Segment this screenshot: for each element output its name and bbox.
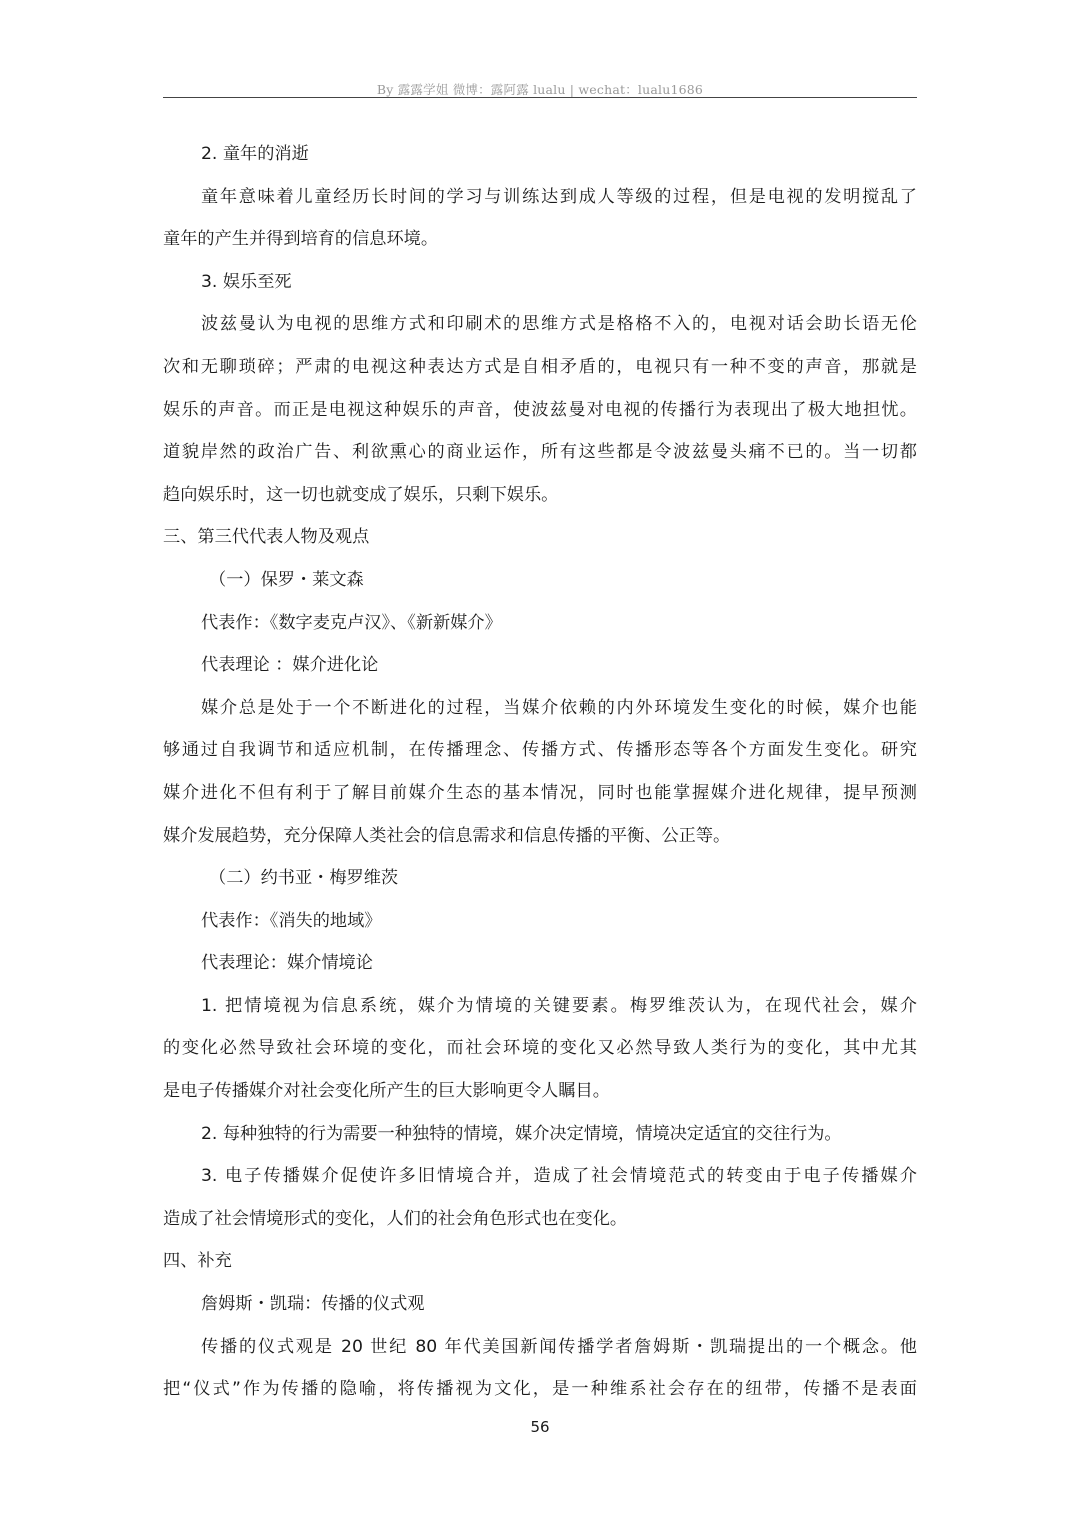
text-line: 趋向娱乐时，这一切也就变成了娱乐，只剩下娱乐。 [163,484,559,505]
text-line: 造成了社会情境形式的变化，人们的社会角色形式也在变化。 [163,1208,628,1229]
text-line: 童年的产生并得到培育的信息环境。 [163,229,439,250]
text-line: 传播的仪式观是 20 世纪 80 年代美国新闻传播学者詹姆斯・凯瑞提出的一个概念。他 [201,1336,917,1357]
text-line: 道貌岸然的政治广告、利欲熏心的商业运作，所有这些都是令波兹曼头痛不已的。当一切都 [163,442,917,463]
text-line: 波兹曼认为电视的思维方式和印刷术的思维方式是格格不入的，电视对话会助长语无伦 [201,314,917,335]
text-line: 2. 每种独特的行为需要一种独特的情境，媒介决定情境，情境决定适宜的交往行为。 [201,1123,842,1144]
text-line: 四、补充 [163,1251,232,1272]
document-body [163,133,917,1411]
text-line: 的变化必然导致社会环境的变化，而社会环境的变化又必然导致人类行为的变化，其中尤其 [163,1038,917,1059]
text-line: 2. 童年的消逝 [201,144,309,164]
text-line: 娱乐的声音。而正是电视这种娱乐的声音，使波兹曼对电视的传播行为表现出了极大地担忧。 [163,399,917,420]
text-line: 代表作：《数字麦克卢汉》、《新新媒介》 [201,612,502,633]
text-line: 詹姆斯・凯瑞：传播的仪式观 [201,1294,425,1315]
text-line: 够通过自我调节和适应机制，在传播理念、传播方式、传播形态等各个方面发生变化。研究 [163,740,917,761]
text-line: 代表理论：媒介情境论 [201,953,373,974]
text-line: 三、第三代代表人物及观点 [163,527,370,548]
text-line: 把“仪式”作为传播的隐喻，将传播视为文化，是一种维系社会存在的纽带，传播不是表面 [163,1379,917,1400]
text-line: 媒介进化不但有利于了解目前媒介生态的基本情况，同时也能掌握媒介进化规律，提早预测 [163,782,917,803]
text-line: 1. 把情境视为信息系统，媒介为情境的关键要素。梅罗维茨认为，在现代社会，媒介 [201,995,917,1016]
text-line: 童年意味着儿童经历长时间的学习与训练达到成人等级的过程，但是电视的发明搅乱了 [201,186,917,207]
text-line: 代表理论 ：媒介进化论 [201,655,379,676]
text-line: 3. 娱乐至死 [201,271,292,292]
text-line: （二）约书亚・梅罗维茨 [209,868,399,889]
page-header: By 露露学姐 微博：露阿露 lualu | wechat：lualu1686 [376,82,704,97]
text-line: 次和无聊琐碎；严肃的电视这种表达方式是自相矛盾的，电视只有一种不变的声音，那就是 [163,356,917,377]
header-divider [163,97,917,98]
text-line: 媒介总是处于一个不断进化的过程，当媒介依赖的内外环境发生变化的时候，媒介也能 [201,697,917,718]
page-number: 56 [530,1418,550,1436]
text-line: 是电子传播媒介对社会变化所产生的巨大影响更令人瞩目。 [163,1081,610,1102]
text-line: （一）保罗・莱文森 [209,569,364,590]
text-line: 媒介发展趋势，充分保障人类社会的信息需求和信息传播的平衡、公正等。 [163,825,731,846]
text-line: 3. 电子传播媒介促使许多旧情境合并，造成了社会情境范式的转变由于电子传播媒介 [201,1166,917,1187]
text-line: 代表作：《消失的地域》 [201,910,382,931]
